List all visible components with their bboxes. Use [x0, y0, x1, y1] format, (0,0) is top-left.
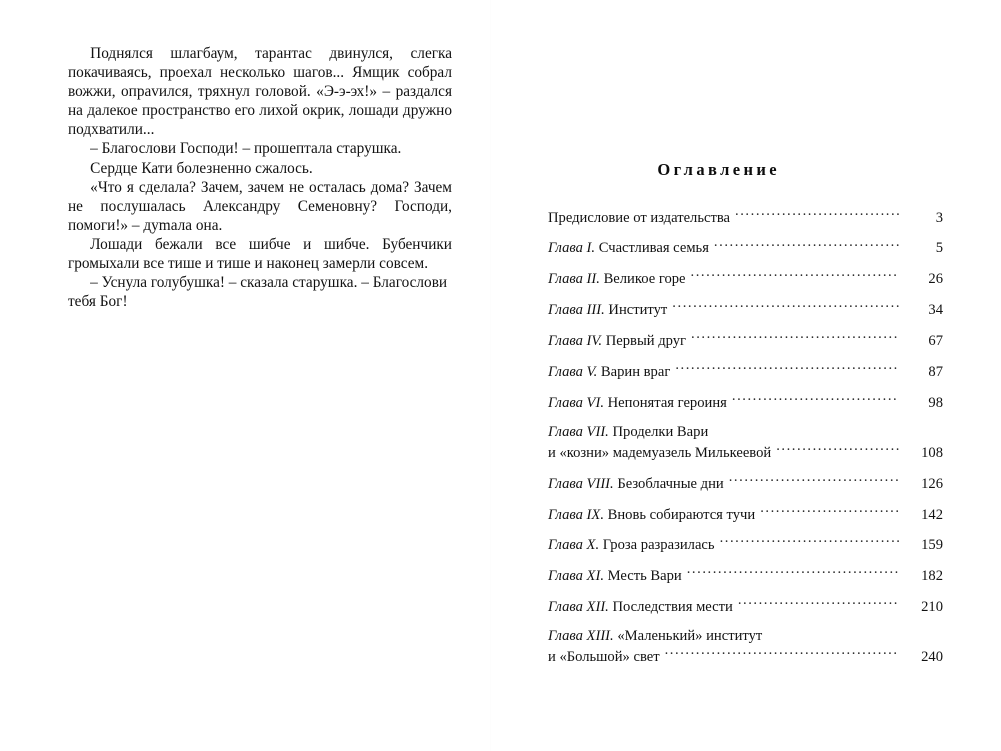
- toc-entry-row: [548, 535, 943, 556]
- toc-entry-title-text: Безоблачные дни: [617, 475, 724, 492]
- toc-dot-leader: [760, 504, 899, 519]
- toc-entry-title-text: Вновь собираются тучи: [607, 506, 756, 523]
- toc-entry-title-text: Институт: [608, 302, 668, 319]
- toc-page-number: 240: [921, 649, 943, 666]
- narrative-text-block: [68, 44, 452, 311]
- toc-entry-title: [548, 475, 729, 494]
- toc-entry-title: [548, 567, 687, 586]
- toc-dot-leader: [672, 300, 899, 315]
- toc-entry-row: [548, 300, 943, 321]
- toc-chapter-label: Глава I.: [548, 240, 599, 257]
- toc-entry-title: Проделки Вари: [612, 424, 709, 441]
- toc-dot-leader: [714, 238, 899, 253]
- toc-dot-leader: [720, 535, 899, 550]
- toc-entry-row: [548, 566, 943, 587]
- toc-dot-leader: [738, 597, 899, 612]
- toc-entry-row: [548, 504, 943, 525]
- toc-entry-title-text: Счастливая семья: [598, 240, 709, 257]
- toc-entry-title-text: Первый друг: [605, 333, 687, 350]
- toc-page-number: 210: [921, 599, 943, 616]
- toc-entry-title: [548, 209, 735, 228]
- toc-entry-title: и «козни» мадемуазель Милькеевой: [548, 444, 772, 461]
- paragraph: Поднялся шлагбаум, тарантас двинулся, слегка покачиваясь, проехал несколько шагов... Ямщик собрал вожжи, опраvился, тряхнул головой. «Э-э-эх!» – раздался на далекое пространство его лихой окрик, лошади дружно подхватили...: [68, 45, 452, 139]
- toc-list: [548, 207, 943, 677]
- toc-dot-leader: [687, 566, 899, 581]
- toc-page-number: 98: [928, 394, 943, 411]
- toc-entry-title: [548, 536, 720, 555]
- toc-entry-title: [548, 239, 714, 258]
- toc-entry-title: [548, 598, 738, 617]
- toc-page-number: 159: [921, 537, 943, 554]
- toc-dot-leader: [691, 269, 899, 284]
- toc-page-number: 142: [921, 506, 943, 523]
- toc-entry[interactable]: [548, 300, 943, 321]
- toc-entry-title-text: Варин враг: [600, 363, 671, 380]
- toc-chapter-label: Глава X.: [548, 537, 603, 554]
- toc-entry-row: [548, 331, 943, 352]
- toc-chapter-label: Глава VI.: [548, 394, 608, 411]
- left-page: [0, 0, 490, 751]
- toc-entry[interactable]: [548, 331, 943, 352]
- toc-page-number: 182: [921, 568, 943, 585]
- toc-entry-title: [548, 301, 672, 320]
- toc-entry[interactable]: [548, 627, 943, 667]
- toc-page-number: 87: [928, 363, 943, 380]
- toc-entry-title-text: Предисловие от издательства: [548, 209, 731, 226]
- toc-entry-row: [548, 647, 943, 668]
- toc-page-number: 126: [921, 475, 943, 492]
- toc-entry-title-text: Гроза разразилась: [602, 537, 715, 554]
- toc-entry[interactable]: [548, 473, 943, 494]
- toc-entry-line-1: [548, 627, 943, 646]
- toc-entry-row: [548, 392, 943, 413]
- toc-page-number: 67: [928, 333, 943, 350]
- toc-entry[interactable]: [548, 504, 943, 525]
- toc-chapter-label: Глава IV.: [548, 333, 606, 350]
- paragraph: – Уснула голубушка! – сказала старушка. – Благослови тебя Бог!: [68, 274, 448, 311]
- paragraph: «Что я сделала? Зачем, зачем не осталась дома? Зачем не послушалась Александру Семеновну? Господи, помоги!» – дуmала она.: [68, 178, 452, 234]
- toc-entry-title: [548, 363, 675, 382]
- toc-dot-leader: [732, 392, 899, 407]
- toc-dot-leader: [665, 647, 899, 662]
- toc-chapter-label: Глава VII.: [548, 424, 613, 441]
- toc-entry-row: [548, 442, 943, 463]
- toc-entry-title-text: Месть Вари: [607, 568, 682, 585]
- toc-dot-leader: [735, 207, 899, 222]
- toc-entry-title: [548, 506, 760, 525]
- toc-dot-leader: [729, 473, 899, 488]
- toc-entry[interactable]: [548, 392, 943, 413]
- toc-entry-row: [548, 238, 943, 259]
- toc-page-number: 3: [935, 209, 943, 226]
- toc-entry-title-text: Последствия мести: [612, 599, 733, 616]
- toc-chapter-label: Глава II.: [548, 271, 604, 288]
- right-page: [491, 0, 1001, 751]
- toc-chapter-label: Глава V.: [548, 363, 601, 380]
- toc-dot-leader: [675, 361, 899, 376]
- toc-page-number: 34: [928, 302, 943, 319]
- toc-entry-row: [548, 361, 943, 382]
- toc-entry[interactable]: [548, 423, 943, 463]
- toc-chapter-label: Глава III.: [548, 302, 609, 319]
- toc-page-number: 5: [935, 240, 943, 257]
- toc-entry-title-text: Великое горе: [603, 271, 686, 288]
- toc-entry[interactable]: [548, 597, 943, 618]
- toc-dot-leader: [691, 331, 899, 346]
- toc-chapter-label: Глава XIII.: [548, 628, 618, 645]
- toc-chapter-label: Глава XII.: [548, 599, 613, 616]
- toc-entry-title-text: Непонятая героиня: [607, 394, 727, 411]
- toc-entry[interactable]: [548, 361, 943, 382]
- toc-chapter-label: Глава IX.: [548, 506, 608, 523]
- paragraph: Сердце Кати болезненно сжалось.: [90, 159, 313, 177]
- paragraph: Лошади бежали все шибче и шибче. Бубенчики громыхали все тише и тише и наконец замерли совсем.: [68, 235, 452, 273]
- toc-entry-row: [548, 597, 943, 618]
- toc-entry-title: [548, 332, 691, 351]
- page-title: Оглавление: [657, 160, 780, 179]
- toc-page-number: 26: [928, 271, 943, 288]
- toc-entry-row: [548, 269, 943, 290]
- toc-entry[interactable]: [548, 269, 943, 290]
- toc-entry-row: [548, 207, 943, 228]
- toc-entry[interactable]: [548, 566, 943, 587]
- toc-chapter-label: Глава VIII.: [548, 475, 618, 492]
- toc-entry-title: [548, 394, 732, 413]
- toc-chapter-label: Глава XI.: [548, 568, 608, 585]
- toc-entry[interactable]: [548, 238, 943, 259]
- toc-entry-title: и «Большой» свет: [548, 649, 660, 666]
- toc-entry[interactable]: [548, 535, 943, 556]
- toc-dot-leader: [776, 442, 899, 457]
- toc-entry[interactable]: [548, 207, 943, 228]
- toc-entry-line-1: [548, 423, 943, 442]
- toc-entry-title: [548, 270, 691, 289]
- toc-page-number: 108: [921, 444, 943, 461]
- toc-entry-title: «Маленький» институт: [617, 628, 763, 645]
- paragraph: – Благослови Господи! – прошептала старушка.: [90, 140, 402, 158]
- toc-entry-row: [548, 473, 943, 494]
